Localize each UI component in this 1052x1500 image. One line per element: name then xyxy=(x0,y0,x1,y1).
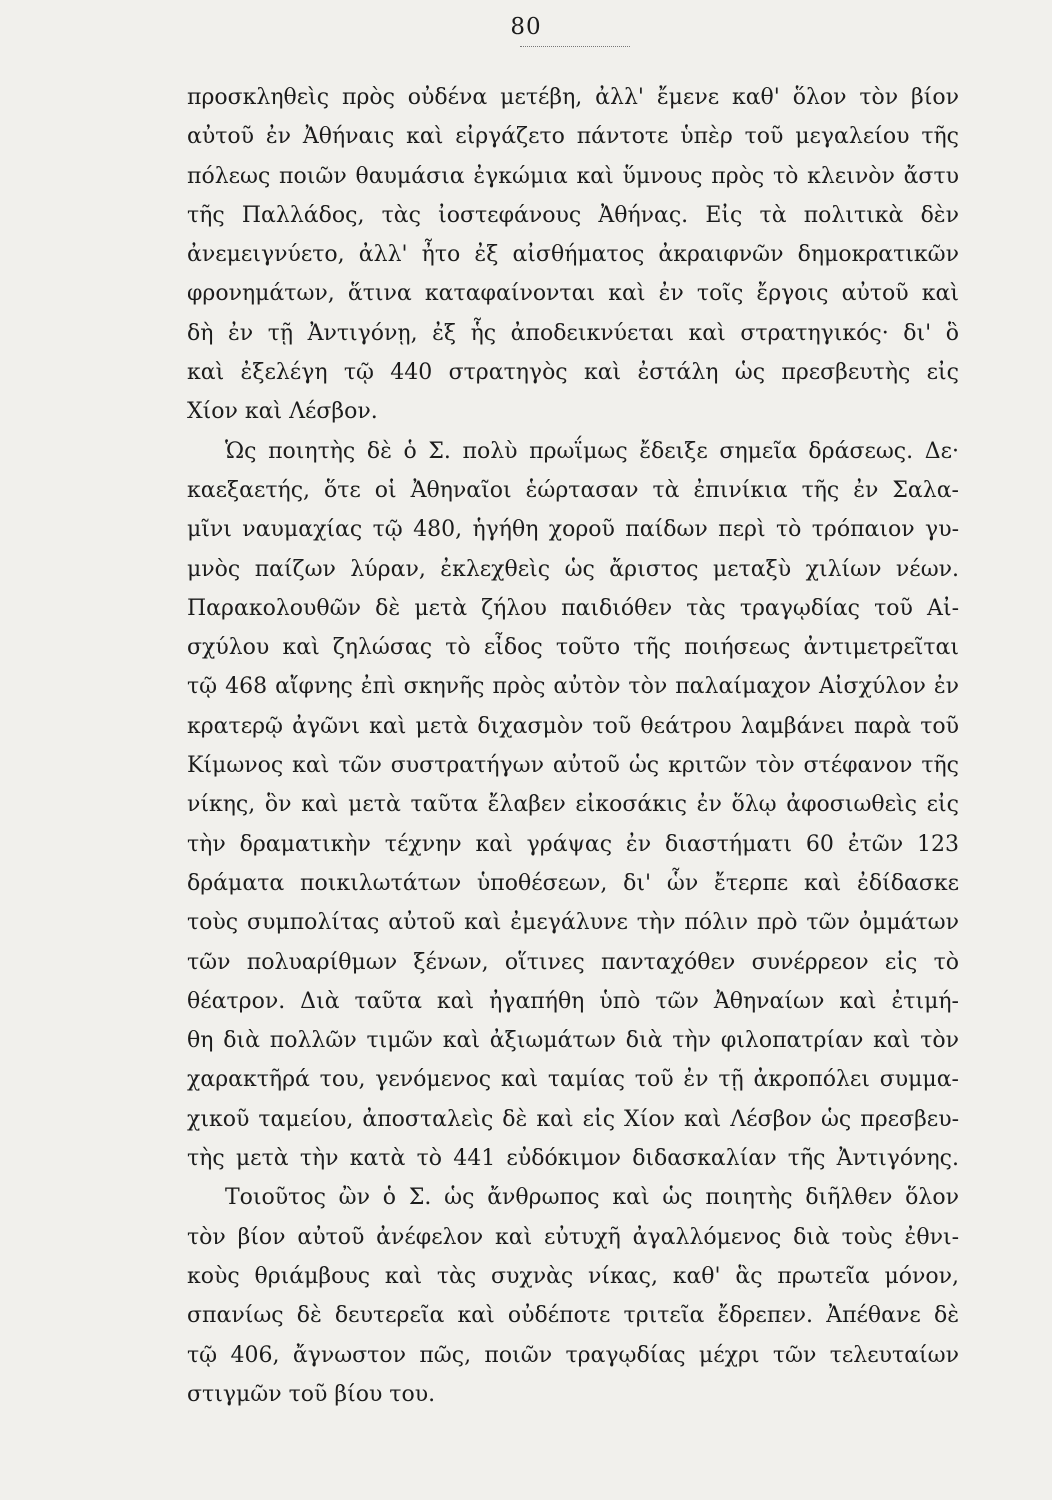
text-line: καεξαετής, ὅτε οἱ Ἀθηναῖοι ἑώρτασαν τὰ ἐπινίκια τῆς ἐν Σαλα- xyxy=(187,477,959,503)
text-line: Τοιοῦτος ὢν ὁ Σ. ὡς ἄνθρωπος καὶ ὡς ποιητὴς διῆλθεν ὅλον xyxy=(225,1185,959,1211)
text-line: μῖνι ναυμαχίας τῷ 480, ἡγήθη χοροῦ παίδων περὶ τὸ τρόπαιον γυ- xyxy=(187,517,959,543)
text-line: κοὺς θριάμβους καὶ τὰς συχνὰς νίκας, καθ' ἃς πρωτεῖα μόνον, xyxy=(187,1263,959,1289)
text-line: καὶ ἐξελέγη τῷ 440 στρατηγὸς καὶ ἐστάλη ὡς πρεσβευτὴς εἰς xyxy=(187,360,959,386)
text-line: χαρακτῆρά του, γενόμενος καὶ ταμίας τοῦ ἐν τῇ ἀκροπόλει συμμα- xyxy=(187,1067,959,1093)
text-line: ἀνεμειγνύετο, ἀλλ' ἦτο ἐξ αἰσθήματος ἀκραιφνῶν δημοκρατικῶν xyxy=(187,242,959,268)
text-line: στιγμῶν τοῦ βίου του. xyxy=(187,1381,436,1407)
text-line: τῶν πολυαρίθμων ξένων, οἵτινες πανταχόθεν συνέρρεον εἰς τὸ xyxy=(187,949,959,975)
text-line: αὐτοῦ ἐν Ἀθήναις καὶ εἰργάζετο πάντοτε ὑπὲρ τοῦ μεγαλείου τῆς xyxy=(187,124,959,150)
text-line: νίκης, ὃν καὶ μετὰ ταῦτα ἔλαβεν εἰκοσάκις ἐν ὅλῳ ἀφοσιωθεὶς εἰς xyxy=(187,792,959,818)
text-line: Χίον καὶ Λέσβον. xyxy=(187,399,378,425)
text-line: κρατερῷ ἀγῶνι καὶ μετὰ διχασμὸν τοῦ θεάτρου λαμβάνει παρὰ τοῦ xyxy=(187,713,959,739)
text-line: μνὸς παίζων λύραν, ἐκλεχθεὶς ὡς ἄριστος μεταξὺ χιλίων νέων. xyxy=(187,556,959,582)
text-line: δὴ ἐν τῇ Ἀντιγόνῃ, ἐξ ἧς ἀποδεικνύεται καὶ στρατηγικός· δι' ὃ xyxy=(187,320,959,346)
text-line: τῆς Παλλάδος, τὰς ἰοστεφάνους Ἀθήνας. Εἰς τὰ πολιτικὰ δὲν xyxy=(187,202,959,228)
text-line: χικοῦ ταμείου, ἀποσταλεὶς δὲ καὶ εἰς Χίον καὶ Λέσβον ὡς πρεσβευ- xyxy=(187,1106,959,1132)
text-line: θη διὰ πολλῶν τιμῶν καὶ ἀξιωμάτων διὰ τὴν φιλοπατρίαν καὶ τὸν xyxy=(187,1028,959,1054)
text-line: φρονημάτων, ἅτινα καταφαίνονται καὶ ἐν τοῖς ἔργοις αὐτοῦ καὶ xyxy=(187,281,959,307)
text-line: δράματα ποικιλωτάτων ὑποθέσεων, δι' ὧν ἔτερπε καὶ ἐδίδασκε xyxy=(187,870,959,896)
header-dotted-rule xyxy=(520,46,630,47)
page-number: 80 xyxy=(510,14,542,40)
text-line: τοὺς συμπολίτας αὐτοῦ καὶ ἐμεγάλυνε τὴν πόλιν πρὸ τῶν ὀμμάτων xyxy=(187,910,959,936)
text-line: πόλεως ποιῶν θαυμάσια ἐγκώμια καὶ ὕμνους πρὸς τὸ κλεινὸν ἄστυ xyxy=(187,163,959,189)
text-line: τὴς μετὰ τὴν κατὰ τὸ 441 εὐδόκιμον διδασκαλίαν τῆς Ἀντιγόνης. xyxy=(187,1146,959,1172)
text-line: Ὡς ποιητὴς δὲ ὁ Σ. πολὺ πρωΐμως ἔδειξε σημεῖα δράσεως. Δε· xyxy=(225,438,959,464)
text-line: τὸν βίον αὐτοῦ ἀνέφελον καὶ εὐτυχῆ ἀγαλλόμενος διὰ τοὺς ἐθνι- xyxy=(187,1224,959,1250)
text-line: Παρακολουθῶν δὲ μετὰ ζήλου παιδιόθεν τὰς τραγῳδίας τοῦ Αἰ- xyxy=(187,595,959,621)
text-line: τῷ 406, ἄγνωστον πῶς, ποιῶν τραγῳδίας μέχρι τῶν τελευταίων xyxy=(187,1342,959,1368)
text-line: σπανίως δὲ δευτερεῖα καὶ οὐδέποτε τριτεῖα ἔδρεπεν. Ἀπέθανε δὲ xyxy=(187,1303,959,1329)
text-line: προσκληθεὶς πρὸς οὐδένα μετέβη, ἀλλ' ἔμενε καθ' ὅλον τὸν βίον xyxy=(187,85,959,110)
text-line: τὴν δραματικὴν τέχνην καὶ γράψας ἐν διαστήματι 60 ἐτῶν 123 xyxy=(187,831,959,857)
body-text xyxy=(187,78,959,1414)
text-line: τῷ 468 αἴφνης ἐπὶ σκηνῆς πρὸς αὐτὸν τὸν παλαίμαχον Αἰσχύλον ἐν xyxy=(187,674,959,700)
text-line: σχύλου καὶ ζηλώσας τὸ εἶδος τοῦτο τῆς ποιήσεως ἀντιμετρεῖται xyxy=(187,635,959,661)
text-line: θέατρον. Διὰ ταῦτα καὶ ἠγαπήθη ὑπὸ τῶν Ἀθηναίων καὶ ἐτιμή- xyxy=(187,988,959,1014)
text-line: Κίμωνος καὶ τῶν συστρατήγων αὐτοῦ ὡς κριτῶν τὸν στέφανον τῆς xyxy=(187,753,959,779)
